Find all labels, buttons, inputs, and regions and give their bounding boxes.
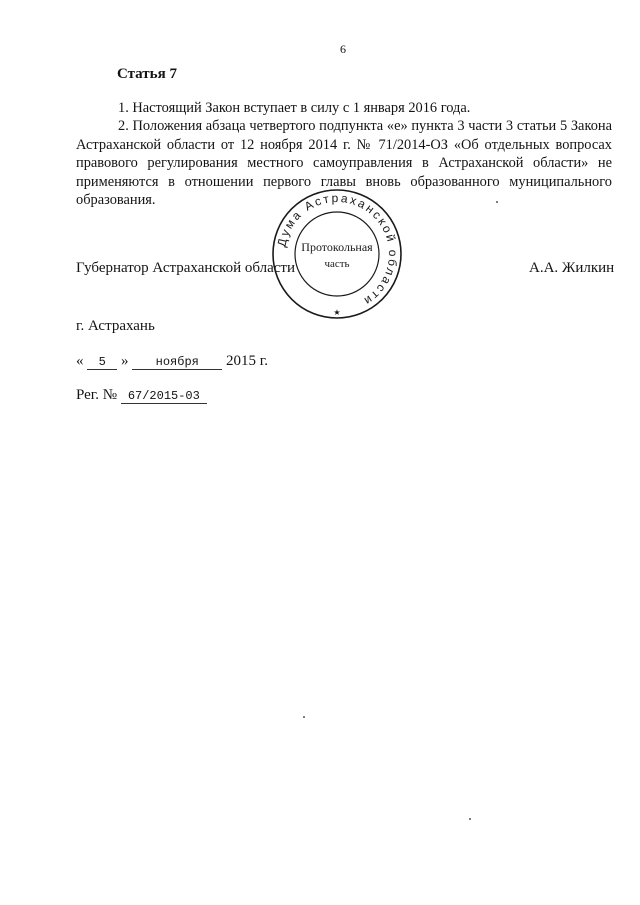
scan-speck	[303, 716, 305, 718]
official-seal-stamp	[270, 187, 404, 321]
seal-center-line-2: часть	[324, 258, 350, 270]
registration-number: 67/2015-03	[121, 389, 207, 404]
article-heading: Статья 7	[117, 66, 177, 82]
paragraph-2-text: 2. Положения абзаца четвертого подпункта «е» пункта 3 части 3 статьи 5 Закона Астраханской области от 12 ноября 2014 г. № 71/2014-ОЗ «Об отдельных вопросах правового регулирования местного самоуправления в Астраханской области» не применяются в отношении первого главы вновь образованного муниципального образования.	[76, 118, 612, 208]
seal-star-icon: ★	[333, 308, 341, 317]
signing-date	[76, 353, 268, 370]
seal-center-line-1: Протокольная	[301, 240, 373, 254]
scan-speck	[469, 818, 471, 820]
signatory-position: Губернатор Астраханской области	[76, 260, 296, 276]
seal-ring-textpath: Дума Астраханской области	[274, 190, 401, 310]
paragraph-1-text: 1. Настоящий Закон вступает в силу с 1 января 2016 года.	[118, 100, 471, 116]
scan-speck	[496, 201, 498, 203]
date-close-quote: »	[121, 353, 129, 369]
date-open-quote: «	[76, 353, 84, 369]
seal-inner-ring	[295, 212, 379, 296]
date-day: 5	[87, 355, 117, 370]
seal-outer-ring	[273, 190, 401, 318]
paragraph-1	[76, 99, 612, 118]
seal-graphic	[270, 187, 404, 321]
city-label: г. Астрахань	[76, 318, 155, 334]
page-number: 6	[340, 42, 346, 56]
date-year: 2015 г.	[226, 353, 268, 369]
date-month: ноября	[132, 355, 222, 370]
signatory-name: А.А. Жилкин	[529, 260, 615, 276]
registration-number-line	[76, 387, 207, 404]
registration-label: Рег. №	[76, 387, 118, 403]
